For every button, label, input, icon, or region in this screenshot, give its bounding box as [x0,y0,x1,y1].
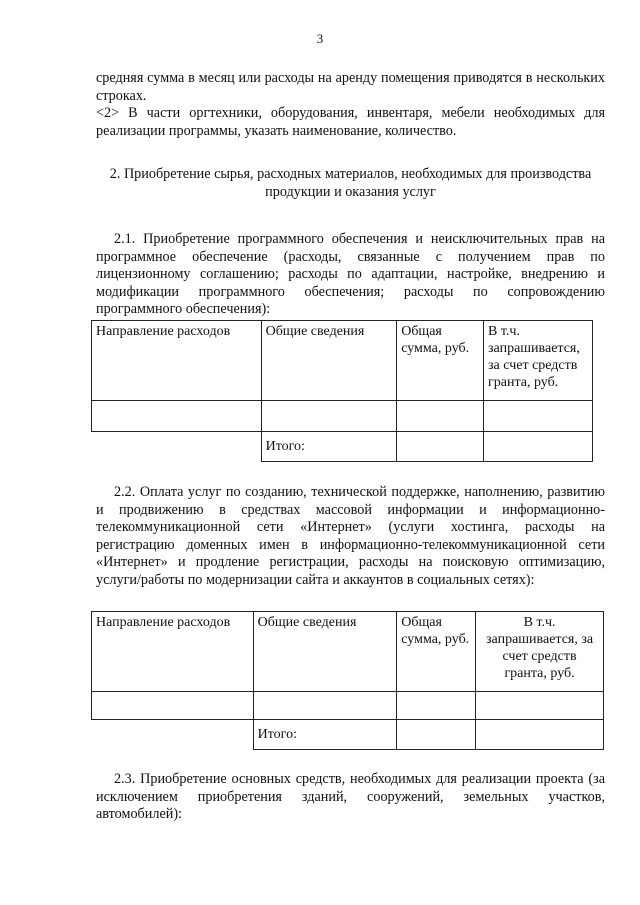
table-1-header-info: Общие сведения [261,321,397,401]
table-2-total-sum[interactable] [397,720,476,750]
table-1-total-grant[interactable] [484,432,593,462]
table-2-total-grant[interactable] [476,720,604,750]
table-1-cell[interactable] [92,401,262,432]
table-1 [91,320,593,462]
table-2-cell[interactable] [92,692,254,720]
item-2-3-text: 2.3. Приобретение основных средств, необходимых для реализации проекта (за исключением приобретения зданий, сооружений, земельных участков, автомобилей): [96,771,605,822]
table-2-cell[interactable] [397,692,476,720]
footnote-continuation: средняя сумма в месяц или расходы на аренду помещения приводятся в нескольких строках. [96,70,605,104]
table-1-header-direction: Направление расходов [92,321,262,401]
table-2-header-grant: В т.ч. запрашивается, за счет средств гранта, руб. [476,612,604,692]
table-2-header-sum: Общая сумма, руб. [397,612,476,692]
item-2-1-text: 2.1. Приобретение программного обеспечения и неисключительных прав на программное обеспечение (расходы, связанные с получением прав по лицензионному соглашению; расходы по адаптации, настройке, внедрению и модификации программного обеспечения; расходы по сопровождению программного обеспечения): [96,231,605,317]
table-row [92,692,604,720]
item-2-3 [96,771,605,824]
section-2-title [96,166,605,201]
table-2-total-row [92,720,604,750]
item-2-2-text: 2.2. Оплата услуг по созданию, технической поддержке, наполнению, развитию и продвижению в средствах массовой информации и информационно-телекоммуникационной сети «Интернет» (услуги хостинга, расходы на регистрацию доменных имен в информационно-телекоммуникационной сети «Интернет» и продление регистрации, расходы на поисковую оптимизацию, услуги/работы по модернизации сайта и аккаунтов в социальных сетях): [96,484,605,588]
footnote-2: <2> В части оргтехники, оборудования, инвентаря, мебели необходимых для реализации программы, указать наименование, количество. [96,105,605,139]
table-2-header-direction: Направление расходов [92,612,254,692]
table-1-total-row [92,432,593,462]
table-2-header-info: Общие сведения [253,612,397,692]
table-2-header-row [92,612,604,692]
table-2 [91,611,604,750]
page-number: 3 [316,31,324,46]
table-row [92,401,593,432]
footnote-block [96,70,605,140]
item-2-1 [96,231,605,319]
table-1-cell[interactable] [484,401,593,432]
item-2-2 [96,484,605,589]
table-1-header-sum: Общая сумма, руб. [397,321,484,401]
table-1-header-grant: В т.ч. запрашивается, за счет средств гранта, руб. [484,321,593,401]
table-2-total-label: Итого: [253,720,397,750]
table-2-cell[interactable] [253,692,397,720]
table-1-total-label: Итого: [261,432,397,462]
section-title-text: 2. Приобретение сырья, расходных материалов, необходимых для производства продукции и оказания услуг [109,166,592,200]
table-1-header-row [92,321,593,401]
table-1-cell[interactable] [397,401,484,432]
table-1-cell[interactable] [261,401,397,432]
table-1-total-sum[interactable] [397,432,484,462]
table-2-cell[interactable] [476,692,604,720]
